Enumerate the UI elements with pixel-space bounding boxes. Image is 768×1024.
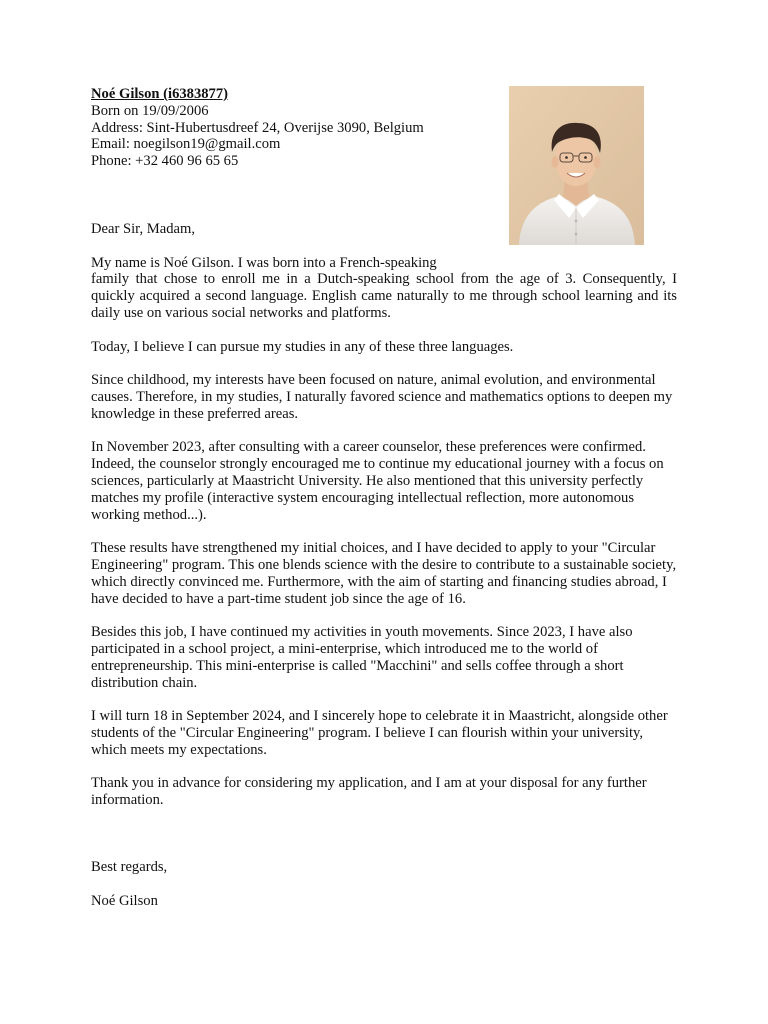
salutation: Dear Sir, Madam, xyxy=(91,221,195,237)
paragraph-1 xyxy=(91,255,677,322)
contact-header xyxy=(91,86,424,170)
applicant-name: Noé Gilson (i6383877) xyxy=(91,86,229,102)
paragraph-1-first-line: My name is Noé Gilson. I was born into a French-speaking xyxy=(91,254,437,271)
paragraph-7: I will turn 18 in September 2024, and I sincerely hope to celebrate it in Maastricht, alongside other students of the "Circular Engineering" program. I believe I can flourish within your university, which meets my expectations. xyxy=(91,708,668,758)
paragraph-6: Besides this job, I have continued my activities in youth movements. Since 2023, I have also participated in a school project, a mini-enterprise, which introduced me to the world of entrepreneurship. This mini-enterprise is called "Macchini" and sells coffee through a short distribution chain. xyxy=(91,624,633,691)
paragraph-3: Since childhood, my interests have been focused on nature, animal evolution, and environmental causes. Therefore, in my studies, I naturally favored science and mathematics options to deepen my knowledge in these preferred areas. xyxy=(91,372,673,422)
signature: Noé Gilson xyxy=(91,892,158,909)
phone: Phone: +32 460 96 65 65 xyxy=(91,153,239,170)
address: Address: Sint-Hubertusdreef 24, Overijse 3090, Belgium xyxy=(91,119,424,136)
paragraph-8: Thank you in advance for considering my application, and I am at your disposal for any further information. xyxy=(91,775,647,809)
paragraph-2: Today, I believe I can pursue my studies in any of these three languages. xyxy=(91,338,514,355)
paragraph-1-rest: family that chose to enroll me in a Dutch-speaking school from the age of 3. Consequently, I quickly acquired a second language. English came naturally to me through school learning and its daily use on various social networks and platforms. xyxy=(91,271,677,321)
birth-date: Born on 19/09/2006 xyxy=(91,102,209,119)
cover-letter-body xyxy=(91,221,677,910)
closing: Best regards, xyxy=(91,859,168,876)
email: Email: noegilson19@gmail.com xyxy=(91,136,281,153)
paragraph-4: In November 2023, after consulting with a career counselor, these preferences were confirmed. Indeed, the counselor strongly encouraged me to continue my educational journey with a focus on sciences, particularly at Maastricht University. He also mentioned that this university perfectly matches my profile (interactive system encouraging intellectual reflection, more autonomous working method...). xyxy=(91,439,664,523)
paragraph-5: These results have strengthened my initial choices, and I have decided to apply to your "Circular Engineering" program. This one blends science with the desire to contribute to a sustainable society, which directly convinced me. Furthermore, with the aim of starting and financing studies abroad, I have decided to have a part-time student job since the age of 16. xyxy=(91,540,677,607)
